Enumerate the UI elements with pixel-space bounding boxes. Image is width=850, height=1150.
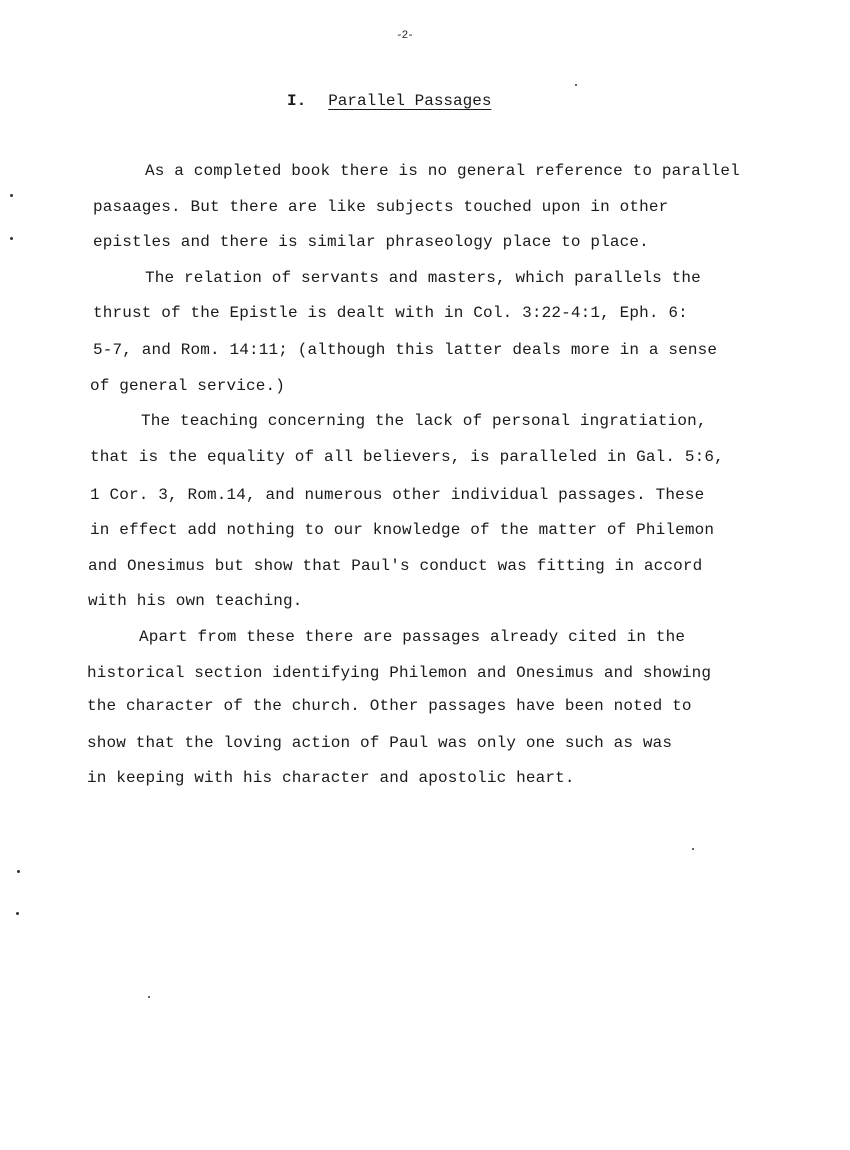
text-line: Apart from these there are passages already cited in the xyxy=(139,628,686,646)
scan-speck xyxy=(10,237,13,240)
text-line: show that the loving action of Paul was only one such as was xyxy=(87,734,673,752)
text-line: The teaching concerning the lack of personal ingratiation, xyxy=(141,412,707,430)
text-line: and Onesimus but show that Paul's conduct was fitting in accord xyxy=(88,557,703,575)
section-heading xyxy=(287,92,491,110)
scan-speck xyxy=(16,912,19,915)
scan-speck xyxy=(17,870,20,873)
text-line: historical section identifying Philemon and Onesimus and showing xyxy=(87,664,712,682)
page-number: -2- xyxy=(396,30,413,42)
text-line: epistles and there is similar phraseology place to place. xyxy=(93,233,649,251)
text-line: that is the equality of all believers, is paralleled in Gal. 5:6, xyxy=(90,448,724,466)
text-line: pasaages. But there are like subjects touched upon in other xyxy=(93,198,669,216)
section-title: Parallel Passages xyxy=(328,92,492,110)
text-line: 1 Cor. 3, Rom.14, and numerous other individual passages. These xyxy=(90,486,705,504)
scan-speck xyxy=(692,848,694,850)
text-line: 5-7, and Rom. 14:11; (although this latter deals more in a sense xyxy=(93,341,718,359)
text-line: in keeping with his character and apostolic heart. xyxy=(87,769,575,787)
text-line: The relation of servants and masters, which parallels the xyxy=(145,269,701,287)
section-numeral: I. xyxy=(287,92,307,110)
text-line: in effect add nothing to our knowledge of the matter of Philemon xyxy=(90,521,715,539)
text-line: thrust of the Epistle is dealt with in Col. 3:22-4:1, Eph. 6: xyxy=(93,304,688,322)
scan-speck xyxy=(10,194,13,197)
text-line: with his own teaching. xyxy=(88,592,303,610)
scan-speck xyxy=(148,996,150,998)
text-line: As a completed book there is no general reference to parallel xyxy=(145,162,740,180)
text-line: of general service.) xyxy=(90,377,286,395)
scan-speck xyxy=(575,84,577,86)
text-line: the character of the church. Other passages have been noted to xyxy=(87,697,692,715)
